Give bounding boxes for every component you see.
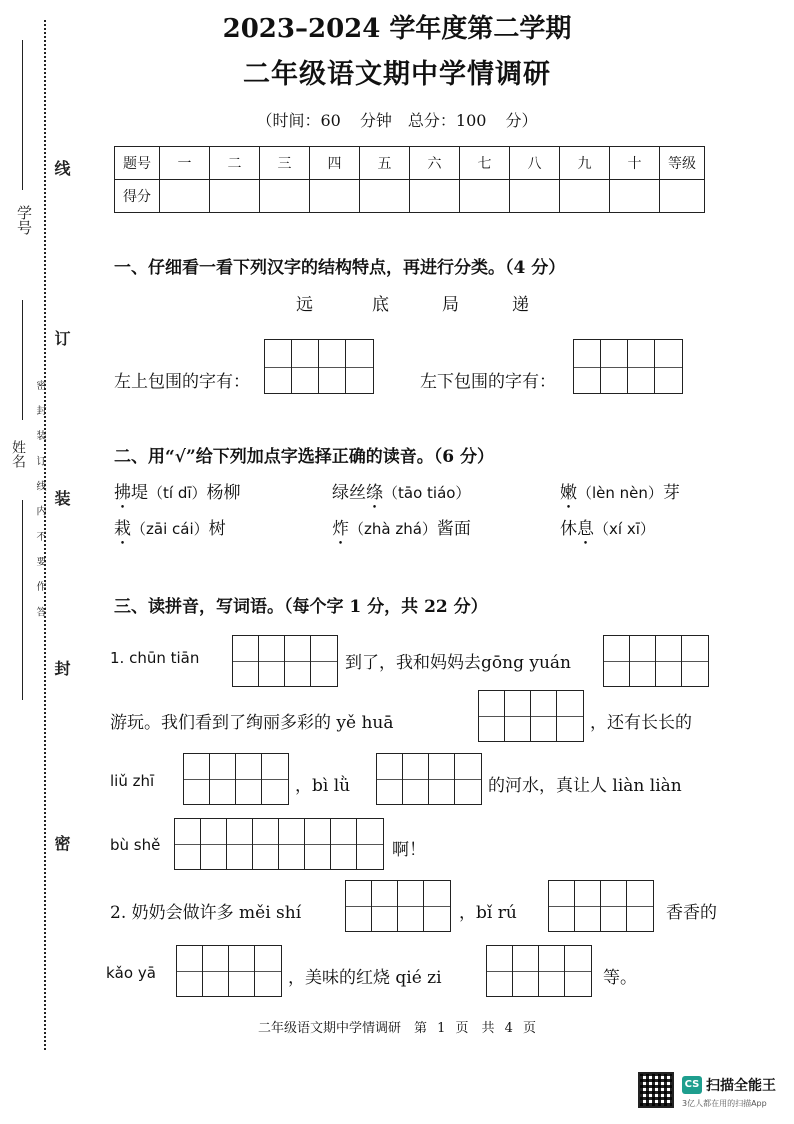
section1-title: 一、仔细看一看下列汉字的结构特点，再进行分类。（4 分）: [114, 258, 566, 278]
q2-line2b: ，美味的红烧 qié zi: [288, 968, 442, 988]
q1-line4a: bù shě: [110, 836, 161, 854]
q2-line1a: 2. 奶奶会做许多 měi shí: [110, 903, 302, 923]
score-cell[interactable]: [510, 180, 560, 213]
section1-char: 远: [296, 295, 313, 315]
pinyin-choice-item[interactable]: 拂堤（tí dī）杨柳: [114, 483, 241, 503]
score-cell[interactable]: [460, 180, 510, 213]
answer-grid-ye-hua[interactable]: [478, 690, 584, 742]
score-col: 一: [160, 147, 210, 180]
q2-line2c: 等。: [603, 968, 637, 988]
ding-mark: 订: [52, 330, 71, 346]
exam-title: 二年级语文期中学情调研: [243, 59, 551, 90]
name-label: 姓名: [10, 440, 26, 468]
zhuang-mark: 装: [52, 490, 71, 506]
student-id-label: 学号: [15, 205, 33, 235]
q1-line2b: ，还有长长的: [590, 713, 692, 733]
name-blank: [22, 300, 23, 420]
left-bottom-answer-grid[interactable]: [573, 339, 683, 394]
q1-line3b: ，bì lǜ: [295, 776, 351, 796]
pinyin-choice-item[interactable]: 休息（xí xī）: [560, 519, 655, 539]
answer-grid-bu-she[interactable]: [174, 818, 384, 870]
score-col: 三: [260, 147, 310, 180]
exam-year: 2023–2024 学年度第二学期: [222, 14, 572, 44]
camscanner-logo: CS: [682, 1076, 702, 1094]
camscanner-slogan: 3亿人都在用的扫描App: [682, 1099, 767, 1108]
class-blank: [22, 500, 23, 700]
qr-code-icon: [638, 1072, 674, 1108]
answer-grid-liu-zhi[interactable]: [183, 753, 289, 805]
section1-char: 局: [442, 295, 459, 315]
q2-line1b: ，bǐ rú: [459, 903, 517, 923]
pinyin-choice-item[interactable]: 栽（zāi cái）树: [114, 519, 226, 539]
score-col-grade: 等级: [660, 147, 705, 180]
score-cell[interactable]: [210, 180, 260, 213]
answer-grid-chun-tian[interactable]: [232, 635, 338, 687]
binding-warning: 密 封 装 订 线 内 不 要 作 答: [34, 380, 45, 623]
score-cell[interactable]: [660, 180, 705, 213]
answer-grid-gong-yuan[interactable]: [603, 635, 709, 687]
feng-mark: 封: [52, 660, 71, 676]
score-cell[interactable]: [410, 180, 460, 213]
score-cell[interactable]: [560, 180, 610, 213]
section1-char: 底: [372, 295, 389, 315]
q1-line4b: 啊！: [392, 840, 426, 860]
q1-prefix: 1. chūn tiān: [110, 649, 200, 667]
score-header-label: 题号: [115, 147, 160, 180]
score-col: 六: [410, 147, 460, 180]
pinyin-choice-item[interactable]: 嫩（lèn nèn）芽: [560, 483, 680, 503]
score-cell[interactable]: [360, 180, 410, 213]
section2-title: 二、用“√”给下列加点字选择正确的读音。（6 分）: [114, 447, 494, 467]
q2-line1c: 香香的: [666, 903, 717, 923]
camscanner-name: 扫描全能王: [706, 1078, 776, 1094]
score-col: 五: [360, 147, 410, 180]
pinyin-choice-item[interactable]: 炸（zhà zhá）酱面: [332, 519, 471, 539]
q1-mid: 到了，我和妈妈去gōng yuán: [345, 653, 571, 673]
answer-grid-kao-ya[interactable]: [176, 945, 282, 997]
score-cell[interactable]: [160, 180, 210, 213]
score-table-header-row: [115, 147, 705, 180]
page-footer: 二年级语文期中学情调研 第 1 页 共 4 页: [257, 1021, 537, 1036]
section1-char: 递: [512, 295, 529, 315]
answer-grid-qie-zi[interactable]: [486, 945, 592, 997]
score-cell[interactable]: [260, 180, 310, 213]
score-cell[interactable]: [310, 180, 360, 213]
left-top-label: 左上包围的字有：: [114, 372, 250, 392]
score-table: [114, 146, 705, 213]
score-col: 八: [510, 147, 560, 180]
q1-line3a: liǔ zhī: [110, 772, 155, 790]
score-col: 九: [560, 147, 610, 180]
q1-line3c: 的河水，真让人 liàn liàn: [488, 776, 682, 796]
left-bottom-label: 左下包围的字有：: [420, 372, 556, 392]
answer-grid-mei-shi[interactable]: [345, 880, 451, 932]
score-col: 十: [610, 147, 660, 180]
answer-grid-bi-lu[interactable]: [376, 753, 482, 805]
q2-line2a: kǎo yā: [106, 964, 156, 982]
score-col: 四: [310, 147, 360, 180]
score-col: 二: [210, 147, 260, 180]
q1-line2a: 游玩。我们看到了绚丽多彩的 yě huā: [110, 713, 394, 733]
score-table-score-row: [115, 180, 705, 213]
answer-grid-bi-ru[interactable]: [548, 880, 654, 932]
mi-mark: 密: [52, 835, 71, 851]
score-cell[interactable]: [610, 180, 660, 213]
line-mark: 线: [52, 160, 71, 176]
score-col: 七: [460, 147, 510, 180]
left-top-answer-grid[interactable]: [264, 339, 374, 394]
pinyin-choice-item[interactable]: 绿丝绦（tāo tiáo）: [332, 483, 471, 503]
score-row-label: 得分: [115, 180, 160, 213]
section3-title: 三、读拼音，写词语。（每个字 1 分，共 22 分）: [114, 597, 488, 617]
exam-meta: （时间：60 分钟 总分：100 分）: [256, 111, 538, 130]
